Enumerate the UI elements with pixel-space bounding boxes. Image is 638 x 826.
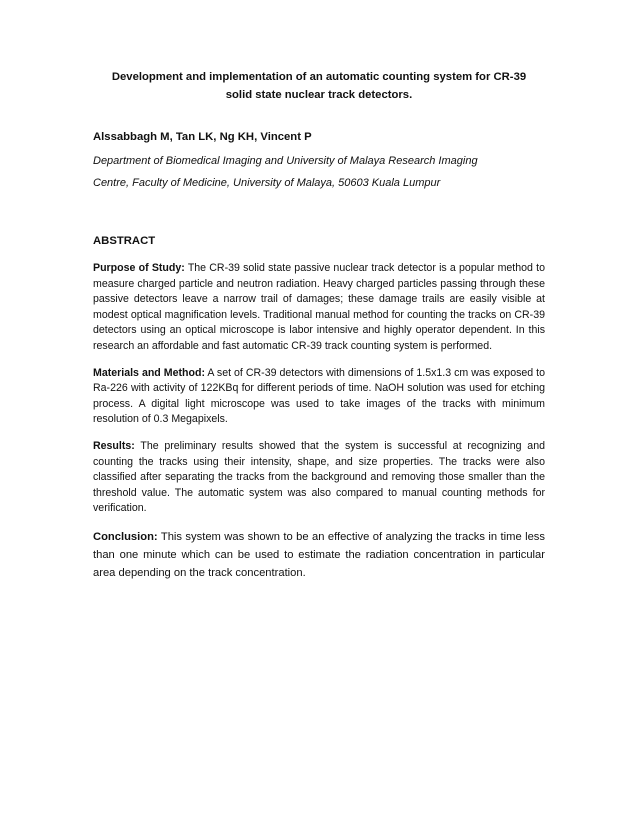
methods-paragraph: [93, 366, 545, 428]
author-list: Alssabbagh M, Tan LK, Ng KH, Vincent P: [93, 131, 312, 143]
affiliation: [93, 150, 545, 194]
affiliation-line-2: Centre, Faculty of Medicine, University of Malaya, 50603 Kuala Lumpur: [93, 177, 441, 189]
methods-text: A set of CR-39 detectors with dimensions of 1.5x1.3 cm was exposed to Ra-226 with activity of 122KBq for different periods of time. NaOH solution was used for etching process. A digital light microscope was used to take images of the tracks with minimum resolution of 0.3 Megapixels.: [93, 366, 546, 426]
results-paragraph: [93, 439, 545, 517]
paper-title-line-2: solid state nuclear track detectors.: [225, 89, 413, 101]
conclusion-label: Conclusion:: [93, 530, 158, 543]
results-text: The preliminary results showed that the system is successful at recognizing and counting the tracks using their intensity, shape, and size properties. The tracks were also classified after separating the tracks from the background and removing those smaller than the threshold value. The automatic system was also compared to manual counting methods for verification.: [93, 439, 545, 515]
methods-label: Materials and Method:: [93, 366, 205, 379]
abstract-heading: ABSTRACT: [93, 235, 156, 247]
paper-title-line-1: Development and implementation of an automatic counting system for CR-39: [111, 71, 527, 83]
conclusion-text: This system was shown to be an effective of analyzing the tracks in time less than one minute which can be used to estimate the radiation concentration in particular area depending on the track concentration.: [93, 530, 545, 579]
conclusion-paragraph: [93, 528, 545, 582]
purpose-text: The CR-39 solid state passive nuclear track detector is a popular method to measure charged particle and neutron radiation. Heavy charged particles passing through these passive detectors leave a narrow trail of damages; these damage trails are easily visible at modest optical magnification levels. Traditional manual method for counting the tracks on CR-39 detectors using an optical microscope is labor intensive and highly operator dependent. In this research an affordable and fast automatic CR-39 track counting system is performed.: [93, 262, 545, 352]
document-page: [93, 68, 545, 582]
results-label: Results:: [93, 439, 135, 452]
paper-title: [93, 68, 545, 104]
affiliation-line-1: Department of Biomedical Imaging and University of Malaya Research Imaging: [93, 155, 478, 167]
purpose-paragraph: [93, 261, 545, 355]
purpose-label: Purpose of Study:: [93, 262, 185, 274]
